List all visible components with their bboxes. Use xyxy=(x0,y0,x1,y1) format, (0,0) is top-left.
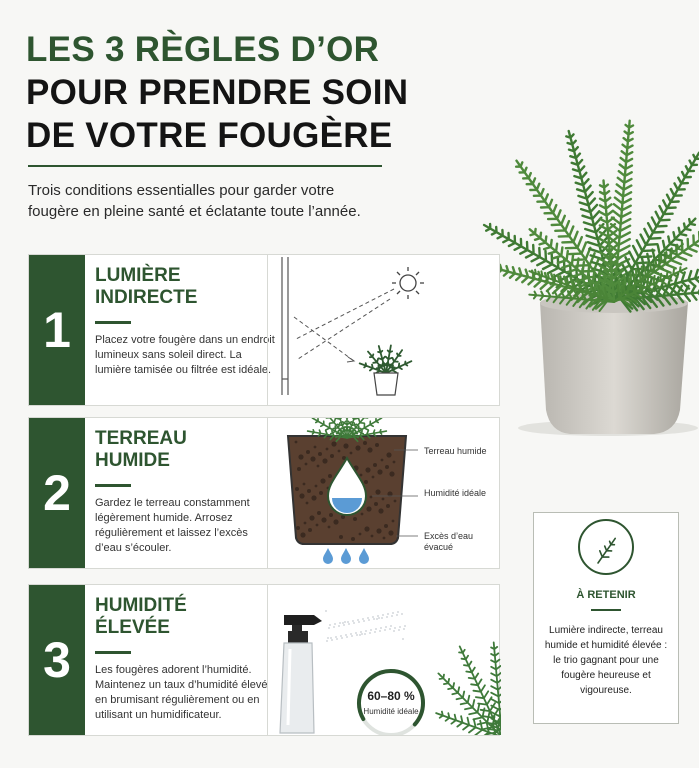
label-soil: Terreau humide xyxy=(424,446,487,456)
rule-heading: TERREAU HUMIDE xyxy=(95,428,187,471)
rule-description: Placez votre fougère dans un endroit lumineux sans soleil direct. La lumière tamisée ou filtrée est idéale. xyxy=(95,334,275,376)
rule-number: 1 xyxy=(29,255,85,405)
rule-card-1 xyxy=(28,254,500,406)
heading-underline xyxy=(95,484,131,487)
pot-shape xyxy=(540,302,688,434)
title-line-2: POUR PRENDRE SOIN xyxy=(26,73,409,112)
intro-text: Trois conditions essentialles pour garder votre fougère en pleine santé et éclatante toute l’année. xyxy=(28,182,361,220)
title-block xyxy=(26,28,426,157)
title-line-3: DE VOTRE FOUGÈRE xyxy=(26,116,393,155)
retain-title: À RETENIR xyxy=(576,589,636,601)
humidity-gauge-text xyxy=(356,689,426,717)
heading-underline xyxy=(95,651,131,654)
gauge-value: 60–80 % xyxy=(367,689,415,703)
window-icon xyxy=(282,257,288,395)
rule-number: 2 xyxy=(29,418,85,568)
title-line-1: LES 3 RÈGLES D’OR xyxy=(26,30,380,69)
light-illustration xyxy=(267,255,501,405)
rule-card-2 xyxy=(28,417,500,569)
rule-description: Les fougères adorent l’humidité. Maintenez un taux d’humidité élevé en brumisant régulièrement ou en utilisant un humidificateur. xyxy=(95,664,268,721)
rule-number: 3 xyxy=(29,585,85,735)
fern-leaf-icon xyxy=(578,519,634,575)
heading-underline xyxy=(95,321,131,324)
rule-card-3 xyxy=(28,584,500,736)
humidity-illustration xyxy=(267,585,501,735)
rule-description: Gardez le terreau constamment légèrement humide. Arrosez régulièrement et laissez l’excès d’eau s’écouler. xyxy=(95,497,250,554)
rule-heading: LUMIÈRE INDIRECTE xyxy=(95,265,198,308)
spray-bottle-icon xyxy=(280,615,322,733)
sun-icon xyxy=(392,267,424,299)
potted-fern-icon xyxy=(360,345,412,395)
soil-illustration xyxy=(267,418,501,568)
title-divider xyxy=(28,165,382,167)
retain-box xyxy=(533,512,679,724)
rule-heading: HUMIDITÉ ÉLEVÉE xyxy=(95,595,187,638)
retain-text: Lumière indirecte, terreau humide et humidité élevée : le trio gagnant pour une fougère heureuse et vigoureuse. xyxy=(544,625,668,696)
gauge-label: Humidité idéale xyxy=(363,707,419,716)
fern-icon xyxy=(436,642,501,735)
retain-underline xyxy=(591,609,621,611)
label-drain: Excès d’eau évacué xyxy=(424,531,474,552)
label-humidity: Humidité idéale xyxy=(424,488,487,498)
